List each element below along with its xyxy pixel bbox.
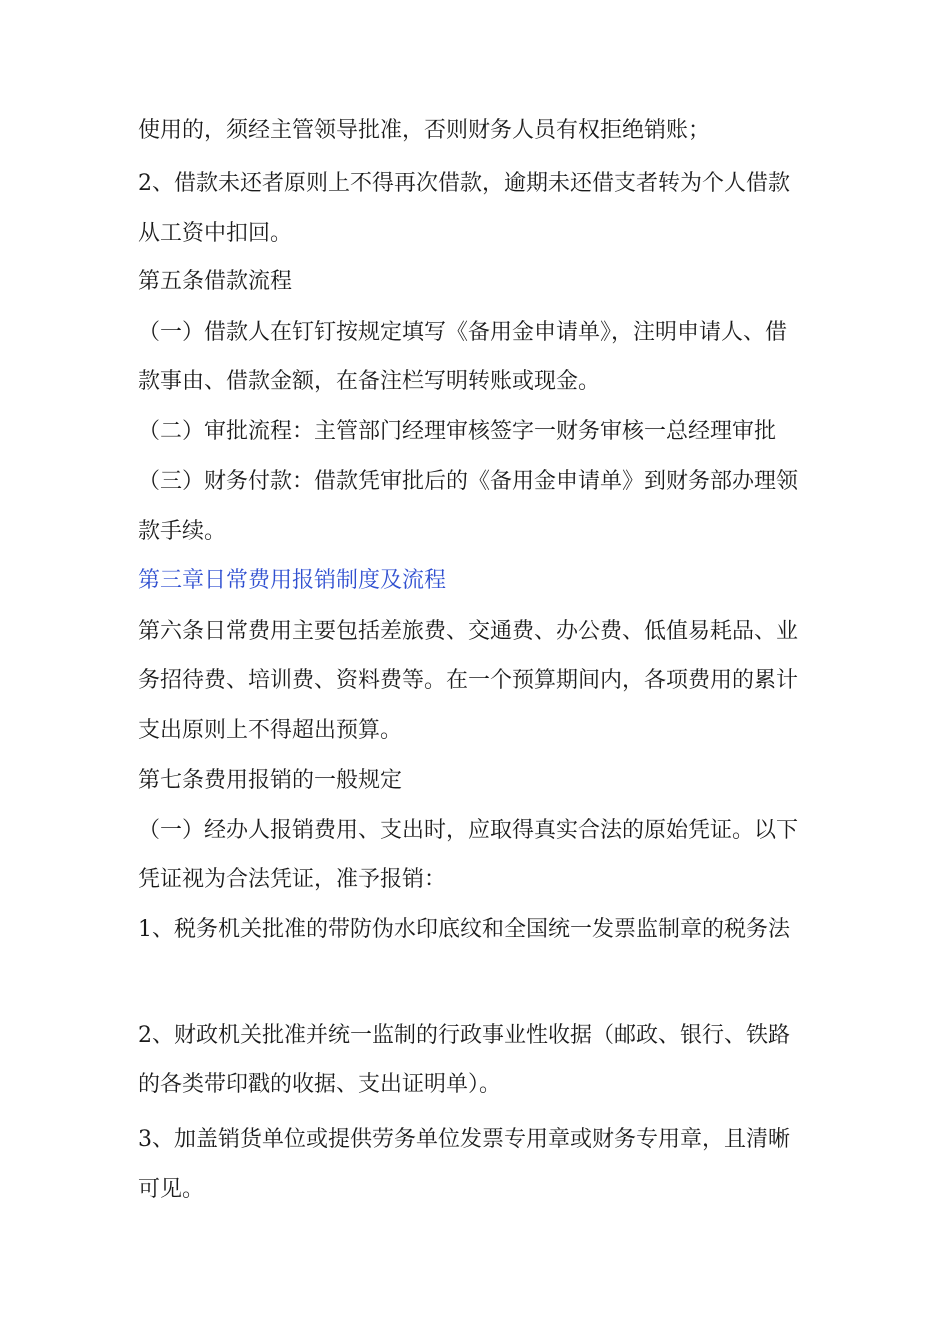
text-line: （一）借款人在钉钉按规定填写《备用金申请单》，注明申请人、借: [138, 320, 788, 345]
text-line: 务招待费、培训费、资料费等。在一个预算期间内，各项费用的累计: [138, 668, 799, 693]
text-line: 3、加盖销货单位或提供劳务单位发票专用章或财务专用章，且清晰: [138, 1127, 790, 1152]
text-line: （二）审批流程：主管部门经理审核签字一财务审核一总经理审批: [138, 419, 777, 444]
text-line: 可见。: [138, 1177, 205, 1202]
text-line: 第六条日常费用主要包括差旅费、交通费、办公费、低值易耗品、业: [138, 619, 799, 644]
text-line: 的各类带印戳的收据、支出证明单）。: [138, 1072, 502, 1097]
text-line: 1、税务机关批准的带防伪水印底纹和全国统一发票监制章的税务法: [138, 917, 790, 942]
text-line: 款手续。: [138, 519, 227, 544]
text-line: （一）经办人报销费用、支出时，应取得真实合法的原始凭证。以下: [138, 818, 799, 843]
text-line: 2、借款未还者原则上不得再次借款，逾期未还借支者转为个人借款: [138, 171, 790, 196]
text-line: 2、财政机关批准并统一监制的行政事业性收据（邮政、银行、铁路: [138, 1023, 790, 1048]
text-line: 凭证视为合法凭证，准予报销：: [138, 867, 447, 892]
text-line: （三）财务付款：借款凭审批后的《备用金申请单》到财务部办理领: [138, 469, 799, 494]
section-title: 第七条费用报销的一般规定: [138, 768, 403, 793]
text-line: 使用的，须经主管领导批准，否则财务人员有权拒绝销账；: [138, 118, 711, 143]
chapter-heading: 第三章日常费用报销制度及流程: [138, 568, 447, 593]
section-title: 第五条借款流程: [138, 269, 293, 294]
text-line: 从工资中扣回。: [138, 221, 293, 246]
text-line: 款事由、借款金额，在备注栏写明转账或现金。: [138, 369, 601, 394]
text-line: 支出原则上不得超出预算。: [138, 718, 403, 743]
